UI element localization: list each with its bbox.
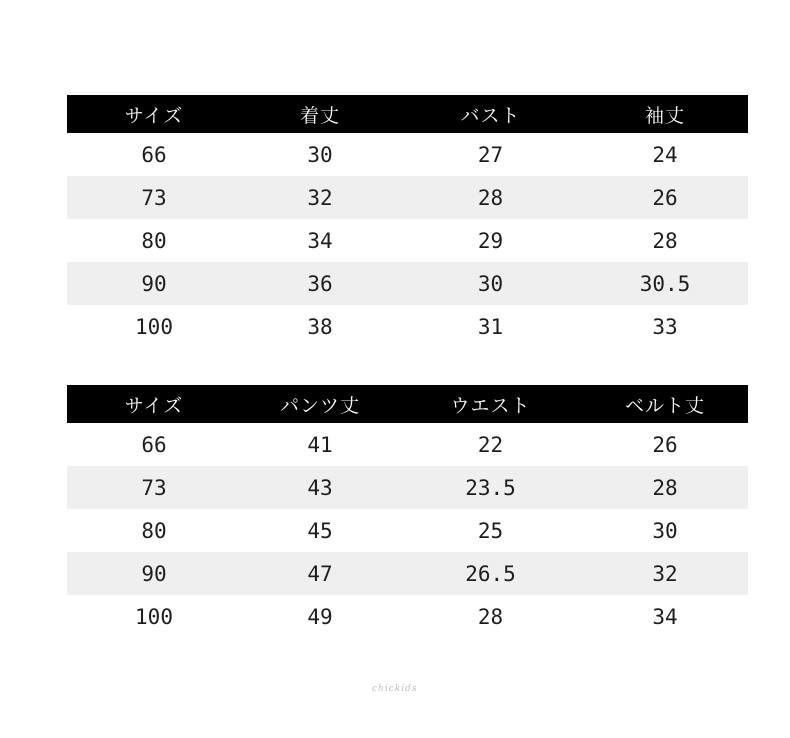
table-row [67, 262, 748, 305]
table-cell: 43 [241, 466, 399, 509]
table-cell: 100 [135, 314, 173, 339]
table-cell: 73 [67, 176, 241, 219]
header-waist: ウエスト [399, 385, 582, 423]
table-cell: 30.5 [582, 262, 748, 305]
header-pants-length: パンツ丈 [241, 385, 399, 423]
table-cell: 80 [141, 518, 167, 543]
header-belt-length: ベルト丈 [582, 385, 748, 423]
table-row [67, 423, 748, 466]
table-cell: 38 [307, 314, 333, 339]
table-row [67, 466, 748, 509]
table-cell: 90 [67, 262, 241, 305]
table-cell: 26.5 [399, 552, 582, 595]
table-cell: 34 [307, 228, 333, 253]
table-cell: 28 [652, 228, 678, 253]
table-row [67, 595, 748, 638]
table-cell: 33 [652, 314, 678, 339]
table-row [67, 219, 748, 262]
table-row [67, 305, 748, 348]
table-row [67, 133, 748, 176]
table-cell: 28 [477, 604, 504, 629]
header-length: 着丈 [241, 95, 399, 133]
table-cell: 47 [241, 552, 399, 595]
table-cell: 24 [652, 142, 678, 167]
table-cell: 30 [652, 518, 678, 543]
header-sleeve: 袖丈 [582, 95, 748, 133]
table-cell: 22 [477, 432, 504, 457]
table-cell: 34 [652, 604, 678, 629]
table-row [67, 176, 748, 219]
table-header-row [67, 95, 748, 133]
table-cell: 66 [141, 432, 167, 457]
table-cell: 26 [652, 432, 678, 457]
header-size: サイズ [67, 95, 241, 133]
table-cell: 80 [141, 228, 167, 253]
table-cell: 73 [67, 466, 241, 509]
table-cell: 29 [477, 228, 504, 253]
table-cell: 30 [307, 142, 333, 167]
size-table-bottom [67, 385, 748, 638]
table-cell: 32 [241, 176, 399, 219]
header-size: サイズ [67, 385, 241, 423]
table-cell: 66 [141, 142, 167, 167]
table-cell: 41 [307, 432, 333, 457]
table-cell: 25 [477, 518, 504, 543]
header-bust: バスト [399, 95, 582, 133]
table-cell: 28 [399, 176, 582, 219]
table-cell: 30 [399, 262, 582, 305]
table-row [67, 552, 748, 595]
size-table-top [67, 95, 748, 348]
table-cell: 31 [477, 314, 504, 339]
table-cell: 27 [477, 142, 504, 167]
table-cell: 100 [135, 604, 173, 629]
table-cell: 23.5 [399, 466, 582, 509]
table-cell: 28 [582, 466, 748, 509]
table-cell: 45 [307, 518, 333, 543]
table-header-row [67, 385, 748, 423]
table-cell: 49 [307, 604, 333, 629]
watermark: chickids [372, 684, 418, 694]
table-cell: 36 [241, 262, 399, 305]
table-cell: 90 [67, 552, 241, 595]
table-row [67, 509, 748, 552]
table-cell: 26 [582, 176, 748, 219]
table-cell: 32 [582, 552, 748, 595]
